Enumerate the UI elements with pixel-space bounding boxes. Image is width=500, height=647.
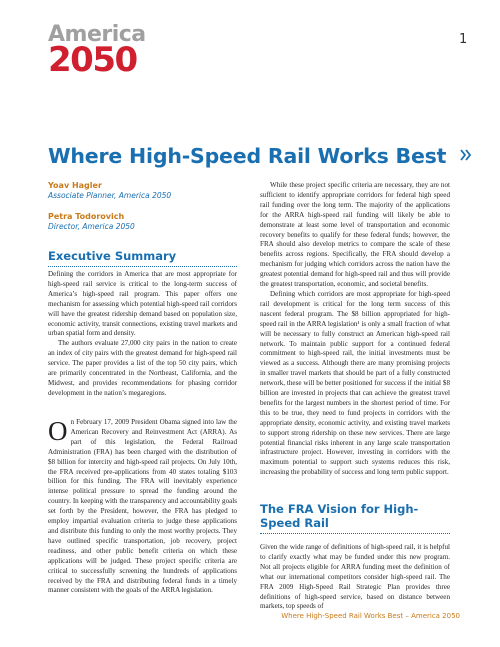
author: [48, 212, 248, 232]
logo-year: 2050: [48, 40, 137, 80]
paragraph: The authors evaluate 27,000 city pairs in the nation to create an index of city pairs with the greatest demand for high-speed rail service. The paper provides a list of the top 50 city pairs, which are primarily concentrated in the Northeast, California, and the Midwest, and provides recommendations for phasing corridor development in the nation’s megaregions.: [48, 339, 237, 397]
executive-summary-heading: Executive Summary: [48, 249, 237, 267]
paragraph: Defining which corridors are most appropriate for high-speed rail development is critical for the long term success of this nascent federal program. The $8 billion appropriated for high-speed rail in the ARRA legislation¹ is only a small fraction of what will be necessary to fully construct an American high-speed rail network. To maintain public support for a continued federal commitment to high-speed rail, the initial investments must be viewed as a success. Although there are many promising projects in smaller travel markets that should be part of a fully constructed network, these will be better positioned for success if the initial $8 billion are invested in projects that can achieve the greatest travel benefits for the largest numbers in the shortest period of time. For this to be true, they need to fund projects in corridors with the appropriate density, economic activity, and existing travel markets to support strong ridership on these new services. There are large potential financial risks inherent in any large scale transportation infrastructure project. However, investing in corridors with the maximum potential to support such systems reduces this risk, increasing the probability of success and long term public support.: [260, 289, 450, 477]
author-name: Petra Todorovich: [48, 212, 125, 221]
author-list: [48, 181, 248, 243]
intro-text: n February 17, 2009 President Obama signed into law the American Recovery and Reinvestment Act (ARRA). As part of this legislation, the Federal Railroad Administration (FRA) has been charged with the distribution of $8 billion for intercity and high-speed rail projects. On July 10th, the FRA received pre-applications from 40 states totaling $103 billion for this funding. The FRA will inevitably experience intense political pressure to spread the funding around the country. In keeping with the transparency and accountability goals set forth by the President, however, the FRA has pledged to employ impartial evaluation criteria to judge these applications and distribute this funding to only the most worthy projects. They have outlined specific transportation, job recovery, project readiness, and other public benefit criteria on which these applications will be judged. These project specific criteria are critical to successfully screening the hundreds of applications received by the FRA and distributing federal funds in a timely manner consistent with the goals of the ARRA legislation.: [48, 418, 237, 595]
paragraph: While these project specific criteria are necessary, they are not sufficient to identify appropriate corridors for federal high speed rail funding over the long term. The majority of the applications for the ARRA high-speed rail funding will likely be able to demonstrate at least some level of transportation and economic recovery benefits to qualify for these federal funds; however, the FRA should also develop metrics to compare the scale of these benefits across regions. Specifically, the FRA should develop a mechanism for judging which corridors across the nation have the greatest potential demand for high-speed rail and thus will provide the greatest transportation, economic, and societal benefits.: [260, 181, 450, 289]
executive-summary-body: [48, 270, 237, 399]
paragraph: Defining the corridors in America that are most appropriate for high-speed rail service is critical to the long-term success of America’s high-speed rail program. This paper offers one mechanism for assessing which potential high-speed rail corridors will have the greatest ridership demand based on population size, economic activity, transit connections, existing travel markets and urban spatial form and density.: [48, 270, 237, 338]
author-name: Yoav Hagler: [48, 181, 102, 190]
page-footer: Where High-Speed Rail Works Best – America 2050: [281, 612, 460, 620]
paragraph: Given the wide range of definitions of high-speed rail, it is helpful to clarify exactly what may be funded under this new program. Not all projects eligible for ARRA funding meet the definition of what our international competitors consider high-speed rail. The FRA 2009 High-Speed Rail Strategic Plan provides three definitions of high-speed service, based on distance between markets, top speeds of: [260, 543, 450, 611]
author-role: Director, America 2050: [48, 222, 135, 231]
author-role: Associate Planner, America 2050: [48, 191, 172, 200]
page-number: 1: [459, 32, 468, 47]
paragraph: [48, 418, 237, 596]
fra-vision-heading: The FRA Vision for High-Speed Rail: [260, 503, 450, 534]
intro-body: [48, 418, 237, 596]
fra-vision-body: [260, 543, 450, 612]
double-chevron-right-icon: [459, 148, 473, 162]
author: [48, 181, 248, 201]
drop-cap: O: [48, 416, 68, 446]
america-2050-logo: [48, 22, 146, 80]
page-title: Where High-Speed Rail Works Best: [48, 144, 447, 168]
logo-word: America: [48, 22, 146, 47]
right-column-body: [260, 181, 450, 478]
